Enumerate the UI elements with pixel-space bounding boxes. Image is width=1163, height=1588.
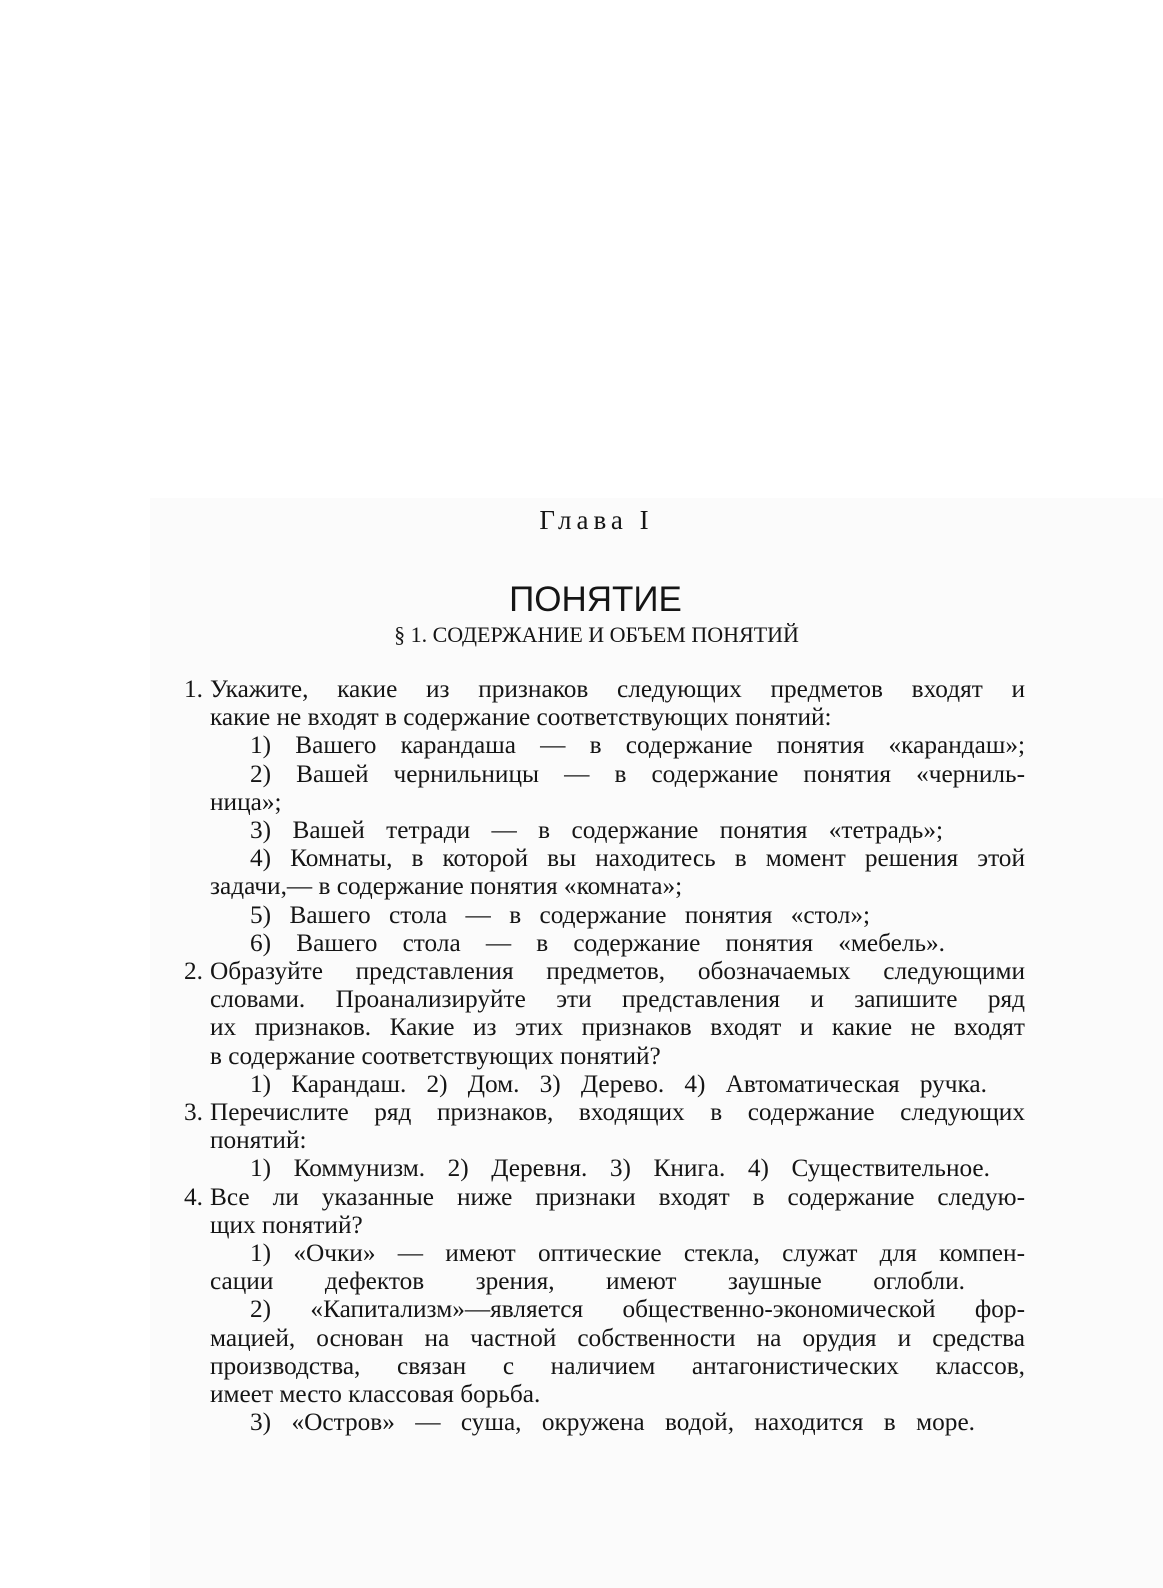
exercise-1-item-4 [165,844,1025,900]
exercise-1-item-2 [165,760,1025,816]
item-text-line: 1) Вашего карандаша — в содержание понятия «карандаш»; [250,731,1025,760]
exercise-text-line: их признаков. Какие из этих признаков входят и какие не входят [210,1013,1025,1042]
item-text-line: 1) Карандаш. 2) Дом. 3) Дерево. 4) Автоматическая ручка. [250,1069,987,1098]
exercise-1-item-1 [165,731,1025,759]
exercise-text-line: понятий: [210,1126,307,1155]
exercise-2 [165,957,1025,1070]
item-text-line: производства, связан с наличием антагонистических классов, [210,1351,1025,1380]
exercise-text-line: какие не входят в содержание соответствующих понятий: [210,703,832,732]
exercise-1-item-5 [165,901,1025,929]
item-text-line: 6) Вашего стола — в содержание понятия «мебель». [250,928,945,957]
exercise-text-line: Образуйте представления предметов, обозначаемых следующими [210,957,1025,986]
exercise-text-line: словами. Проанализируйте эти представления и запишите ряд [210,985,1025,1014]
item-text-line: мацией, основан на частной собственности на орудия и средства [210,1323,1025,1352]
item-text-line: 3) Вашей тетради — в содержание понятия «тетрадь»; [250,816,943,845]
item-text-line: задачи,— в содержание понятия «комната»; [210,872,683,901]
exercise-text-line: щих понятий? [210,1210,363,1239]
exercise-4-item-3 [165,1408,1025,1436]
exercise-text-line: Укажите, какие из признаков следующих предметов входят и [210,675,1025,703]
exercise-1-item-3 [165,816,1025,844]
exercise-4 [165,1183,1025,1239]
exercise-text-line: Перечислите ряд признаков, входящих в содержание следующих [210,1098,1025,1127]
exercise-4-item-2 [165,1295,1025,1408]
item-text-line: ница»; [210,787,282,816]
exercise-3 [165,1098,1025,1154]
exercise-3-item-1 [165,1154,1025,1182]
exercise-1-item-6 [165,929,1025,957]
item-text-line: 5) Вашего стола — в содержание понятия «стол»; [250,900,870,929]
exercise-number: 3. [184,1098,203,1127]
section-title: § 1. СОДЕРЖАНИЕ И ОБЪЕМ ПОНЯТИЙ [394,622,799,647]
chapter-label: Глава I [539,505,654,535]
chapter-title: ПОНЯТИЕ [509,580,682,620]
item-text-line: имеет место классовая борьба. [210,1380,541,1409]
item-text-line: 2) «Капитализм»—является общественно-экономической фор- [250,1295,1025,1324]
exercise-list [165,675,1025,1436]
item-text-line: 4) Комнаты, в которой вы находитесь в момент решения этой [250,844,1025,873]
item-text-line: сации дефектов зрения, имеют заушные оглобли. [210,1267,965,1296]
item-text-line: 3) «Остров» — суша, окружена водой, находится в море. [250,1408,975,1437]
exercise-number: 4. [184,1182,203,1211]
exercise-number: 1. [184,675,203,703]
item-text-line: 1) «Очки» — имеют оптические стекла, служат для компен- [250,1239,1025,1268]
item-text-line: 2) Вашей чернильницы — в содержание понятия «черниль- [250,759,1025,788]
exercise-text-line: в содержание соответствующих понятий? [210,1041,661,1070]
exercise-text-line: Все ли указанные ниже признаки входят в содержание следую- [210,1182,1025,1211]
exercise-number: 2. [184,957,203,986]
exercise-1 [165,675,1025,731]
exercise-4-item-1 [165,1239,1025,1295]
exercise-2-item-1 [165,1070,1025,1098]
item-text-line: 1) Коммунизм. 2) Деревня. 3) Книга. 4) Существительное. [250,1154,990,1183]
